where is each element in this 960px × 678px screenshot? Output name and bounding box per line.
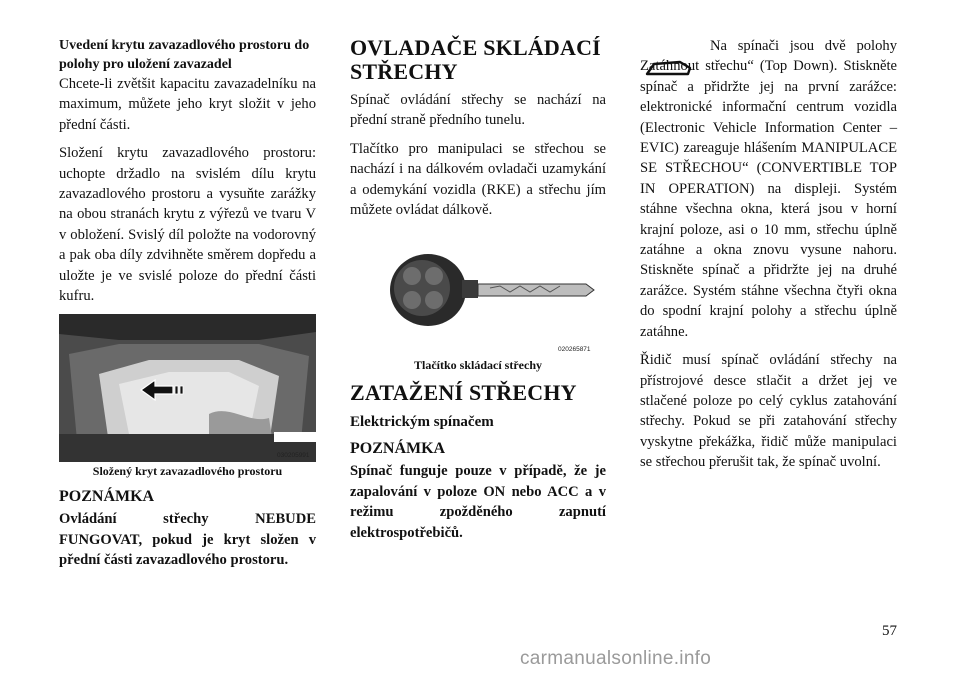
section-subheading: Elektrickým spínačem	[350, 414, 494, 431]
figure-code: 030205991	[277, 452, 310, 460]
figure-key-fob	[350, 238, 606, 356]
column-middle	[350, 36, 606, 551]
page-number: 57	[882, 623, 897, 639]
watermark: carmanualsonline.info	[520, 648, 712, 669]
cargo-photo-drawing	[59, 314, 316, 462]
note-heading: POZNÁMKA	[350, 440, 446, 458]
paragraph: Spínač ovládání střechy se nachází na přední straně předního tunelu.	[350, 92, 606, 129]
paragraph: Složení krytu zavazadlového prostoru: uchopte držadlo na svislém dílu krytu zavazadlového prostoru a vysuňte zarážky na obou stranách krytu z výřezů ve tvaru V v obložení. Svislý díl položte na vodorovný a pak oba díly zdvihněte směrem dopředu a uložte je ve svislé poloze do přední části kufru.	[59, 145, 316, 305]
paragraph: Chcete-li zvětšit kapacitu zavazadelníku na maximum, můžete jeho kryt složit v jeho přední části.	[59, 76, 316, 133]
figure-folded-cargo-cover	[59, 314, 316, 479]
column-left	[59, 36, 316, 579]
paragraph: Na spínači jsou dvě polohy Zatáhnout střechu“ (Top Down). Stiskněte spínač a přidržte jej na první zarážce: elektronické informační centrum vozidla (Electronic Vehicle Information Center – EVIC) zareaguje hlášením MANIPULACE SE STŘECHOU“ (CONVERTIBLE TOP IN OPERATION) na displeji. Systém stáhne všechna okna, která jsou v horní krajní poloze, asi o 10 mm, střechu úplně zatáhne a okna znovu vysune nahoru. Stiskněte spínač a přidržte jej na druhé zarážce. Systém stáhne všechna čtyři okna do spodní krajní polohy a střechu úplně zatáhne.	[640, 38, 897, 340]
key-fob-drawing	[350, 238, 606, 356]
figure-caption: Složený kryt zavazadlového prostoru	[92, 464, 283, 479]
section-heading: ZATAŽENÍ STŘECHY	[350, 380, 577, 406]
convertible-top-icon	[644, 56, 696, 83]
paragraph: Řidič musí spínač ovládání střechy na přístrojové desce stlačit a držet jej ve stlačené poloze po celý cyklus zatahování střechy. Pokud se při zatahování střechy vyskytne překážka, řidič může manipulaci se střechou přerušit tak, že spínač uvolní.	[640, 352, 897, 471]
figure-caption: Tlačítko skládací střechy	[414, 358, 542, 373]
column-right	[640, 36, 897, 481]
note-text: Ovládání střechy NEBUDE FUNGOVAT, pokud je kryt složen v přední části zavazadlového prostoru.	[59, 511, 316, 569]
section-subheading: Uvedení krytu zavazadlového prostoru do polohy pro uložení zavazadel	[59, 38, 310, 72]
section-heading: OVLADAČE SKLÁDACÍ STŘECHY	[350, 35, 601, 84]
paragraph: Tlačítko pro manipulaci se střechou se nachází i na dálkovém ovladači uzamykání a odemykání vozidla (RKE) a střechu jím můžete ovládat dálkově.	[350, 140, 606, 219]
note-text: Spínač funguje pouze v případě, že je zapalování v poloze ON nebo ACC a v režimu zpožděného zapnutí elektrospotřebičů.	[350, 463, 606, 541]
note-heading: POZNÁMKA	[59, 488, 155, 506]
figure-code: 020265871	[558, 346, 591, 354]
cargo-photo	[59, 314, 316, 462]
